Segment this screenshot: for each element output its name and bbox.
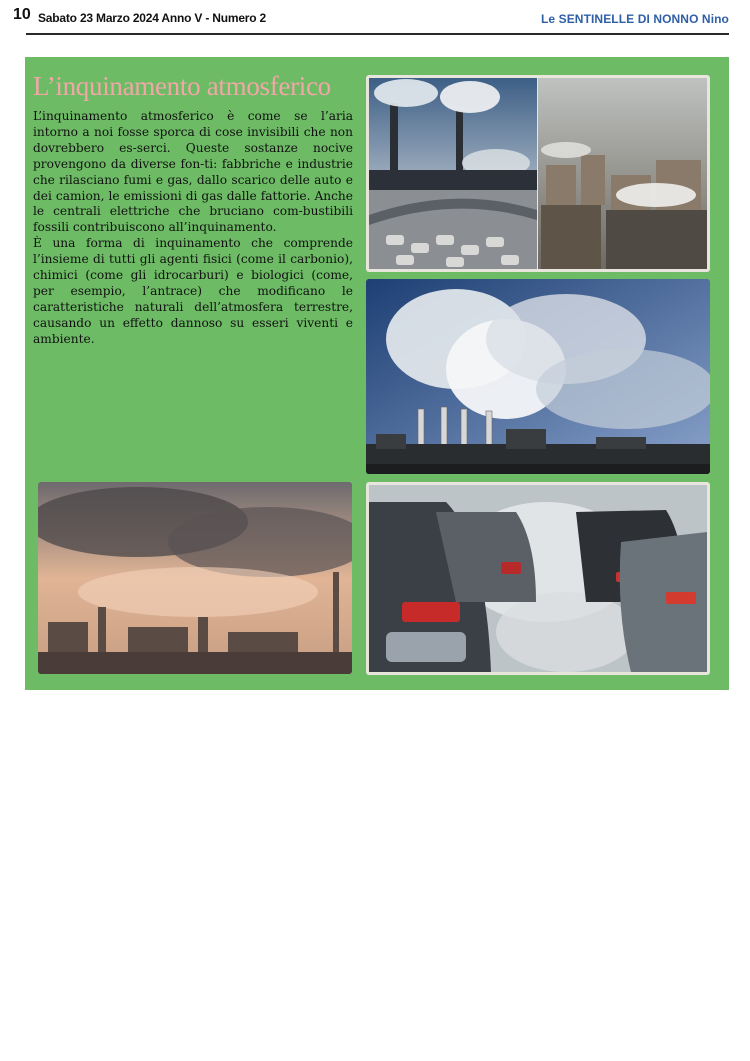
smoggy-industrial-skyline-photo (38, 482, 352, 674)
dateline: Sabato 23 Marzo 2024 Anno V - Numero 2 (38, 11, 267, 25)
article-panel (25, 57, 729, 690)
article-paragraph: L’inquinamento atmosferico è come se l’aria intorno a noi fosse sporca di cose invisibili che non dovrebbero es-serci. Queste sostanze nocive provengono da diverse fon-ti: fabbriche e industrie che rilasciano fumi e gas, dallo scarico delle auto e dei camion, le emissioni di gas dalle fattorie. Anche le centrali elettriche che bruciano com-bustibili fossili contribuiscono all’inquinamento. (33, 109, 353, 235)
collage-smokestacks-traffic-photo (366, 75, 710, 272)
page-header (12, 6, 729, 34)
article-body (33, 109, 353, 348)
power-plant-smoke-photo (366, 279, 710, 474)
article-paragraph: È una forma di inquinamento che comprende l’insieme di tutti gli agenti fisici (come il carbonio), chimici (come gli idrocarburi) e biologici (come, per esempio, l’antrace) che modificano le caratteristiche naturali dell’atmosfera terrestre, causando un effetto dannoso su esseri viventi e ambiente. (33, 236, 353, 346)
header-rule (26, 33, 729, 35)
car-exhaust-traffic-photo (366, 482, 710, 675)
masthead: Le SENTINELLE DI NONNO Nino (540, 12, 729, 26)
article-title: L’inquinamento atmosferico (33, 71, 331, 101)
page-number: 10 (13, 6, 31, 23)
